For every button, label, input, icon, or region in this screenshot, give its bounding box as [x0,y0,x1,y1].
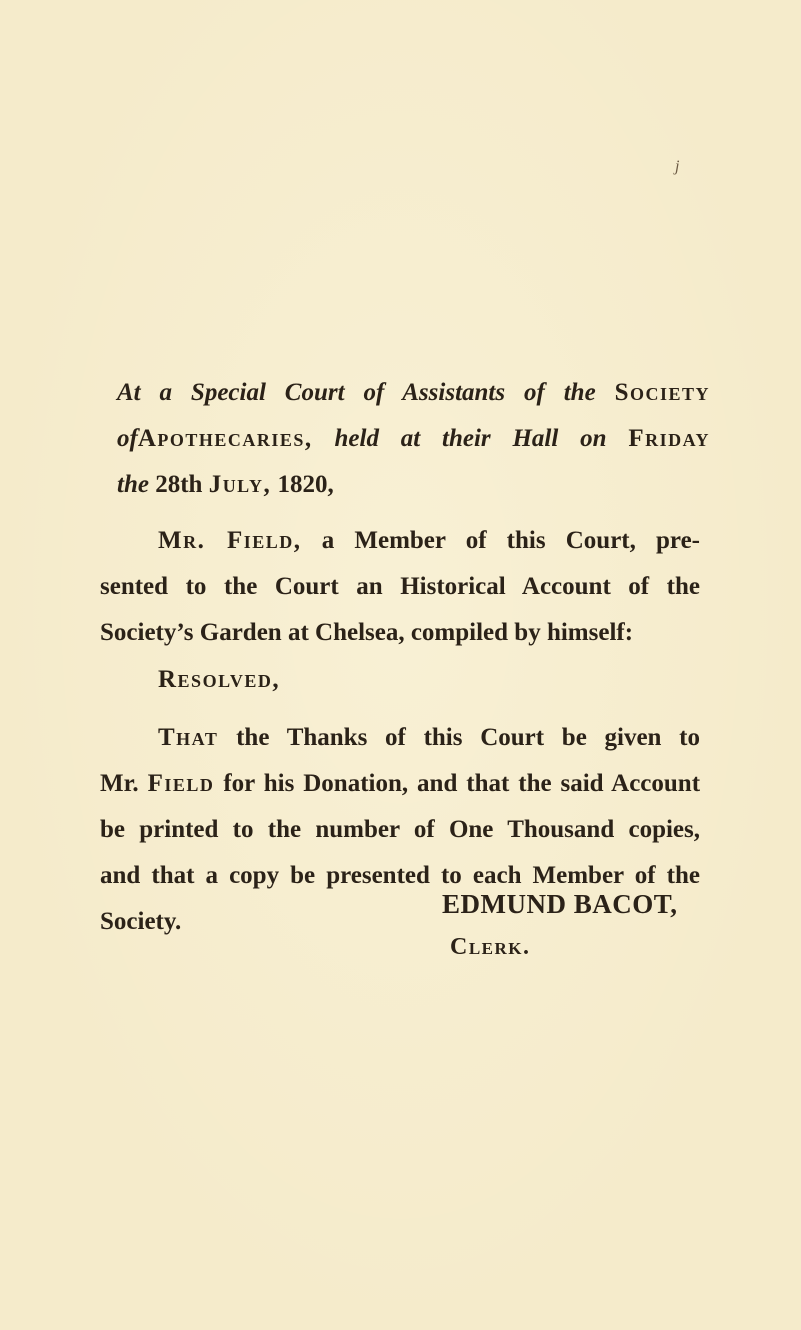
heading-date-month: July, [208,471,272,498]
heading-italic-text: At a Special Court of Assistants of the [117,379,596,406]
mr-prefix: Mr. [100,770,139,797]
paragraph1-line-1-text: a Member of this Court, pre- [321,527,701,554]
paragraph2-line-5: Society. [100,908,182,935]
apothecaries-word: Apothecaries, [137,425,313,452]
friday-word: Friday [628,425,710,452]
heading-line-1 [117,370,710,416]
heading-italic-the: the [117,471,149,498]
paragraph1-line-2: sented to the Court an Historical Account of the [100,573,700,600]
that-word: That [158,724,219,751]
heading-line-3 [117,462,710,508]
mr-field-name: Mr. Field, [158,527,302,554]
resolution-heading [117,370,710,508]
heading-italic-of: of [117,425,138,452]
page-mark: j [675,158,680,175]
heading-date-year: 1820, [277,471,334,498]
paragraph2-line-3: be printed to the number of One Thousand copies, [100,816,700,843]
signature-title: Clerk. [450,934,531,960]
paragraph2-line-4: and that a copy be presented to each Member of the [100,862,700,889]
paragraph1-line-3: Society’s Garden at Chelsea, compiled by himself: [100,619,634,646]
signature-name: EDMUND BACOT, [442,889,678,919]
paragraph2-line-1 [100,715,700,761]
paragraph1-line-1 [100,518,700,564]
paragraph2-line-2-text: for his Donation, and that the said Account [223,770,701,797]
society-word: Society [614,379,710,406]
field-name: Field [147,770,215,797]
paragraph2-line-2 [100,761,700,807]
heading-date-day: 28th [155,471,203,498]
paragraph2-line-1-text: the Thanks of this Court be given to [236,724,701,751]
heading-italic-text: held at their Hall on [334,425,607,452]
paragraph-presentation [100,518,700,656]
resolved-heading: Resolved, [158,666,281,693]
heading-line-2 [117,416,710,462]
